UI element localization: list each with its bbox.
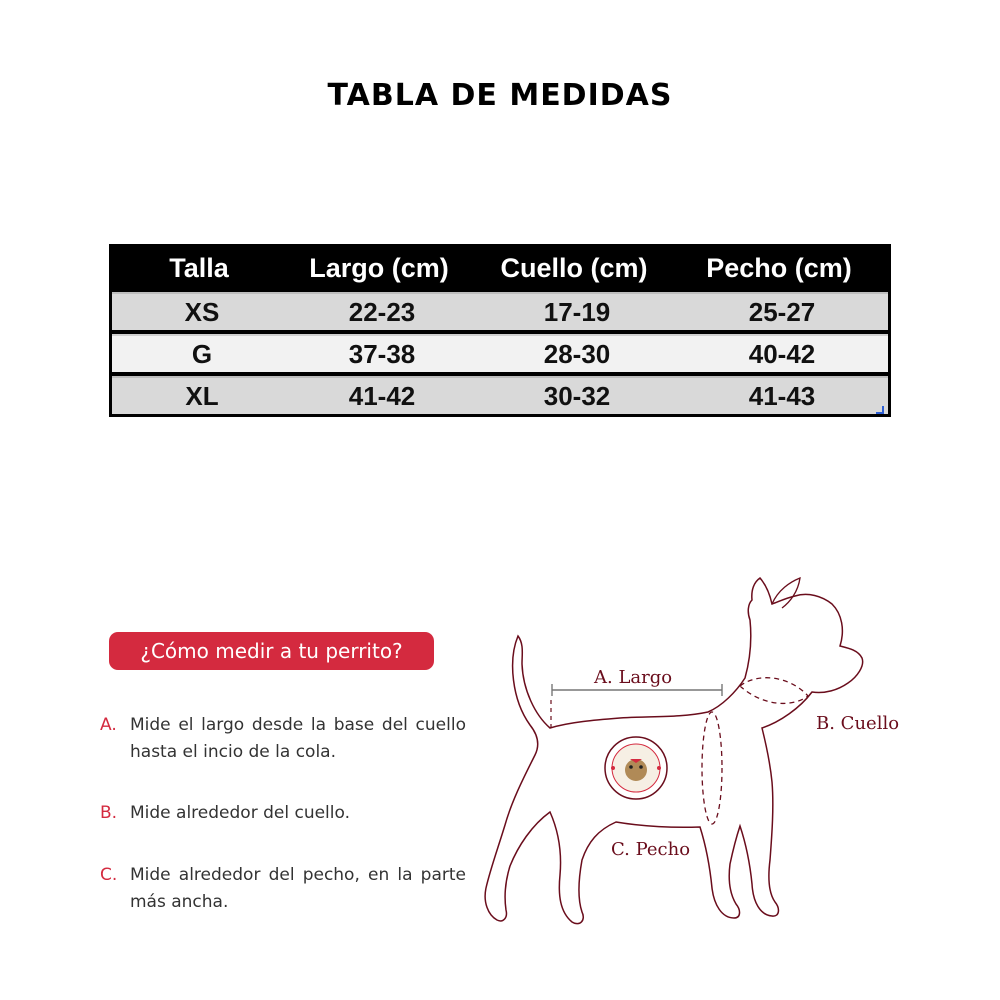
size-table [109,244,891,417]
cell-talla: XL [185,380,219,411]
label-pecho: C. Pecho [611,839,691,860]
step-letter: A. [100,715,117,735]
cell-pecho: 40-42 [748,338,816,369]
dog-ear [772,578,800,608]
brand-logo [605,737,667,799]
table-row [112,376,888,414]
label-cuello: B. Cuello [816,713,900,734]
cell-cuello: 17-19 [543,296,611,327]
cell-pecho: 25-27 [748,296,816,327]
header-cuello: Cuello (cm) [500,252,648,283]
table-row [112,292,888,330]
header-largo: Largo (cm) [309,252,449,283]
label-largo: A. Largo [594,667,673,688]
cell-cuello: 30-32 [543,380,611,411]
step-text: Mide alrededor del cuello. [130,803,351,823]
step-text: Mide el largo desde la base del cuello hasta el incio de la cola. [130,715,466,762]
cell-talla: XS [184,296,220,327]
cell-pecho: 41-43 [748,380,816,411]
dog-outline [485,578,863,924]
cell-largo: 41-42 [348,380,416,411]
cell-largo: 37-38 [348,338,416,369]
step-text: Mide alrededor del pecho, en la parte más ancha. [130,865,466,912]
how-to-measure-badge: ¿Cómo medir a tu perrito? [109,632,434,670]
neck-measure-line [740,678,808,704]
page-title: TABLA DE MEDIDAS [327,78,673,113]
cell-largo: 22-23 [348,296,416,327]
cell-cuello: 28-30 [543,338,611,369]
table-row [112,334,888,372]
cell-talla: G [191,338,213,369]
resize-handle-icon [874,404,884,414]
step-letter: B. [100,803,118,823]
header-talla: Talla [169,252,229,283]
dog-measurement-diagram [470,560,930,940]
header-pecho: Pecho (cm) [706,252,852,283]
chest-measure-line [702,712,722,824]
step-letter: C. [100,865,118,885]
table-header-row [109,244,891,292]
